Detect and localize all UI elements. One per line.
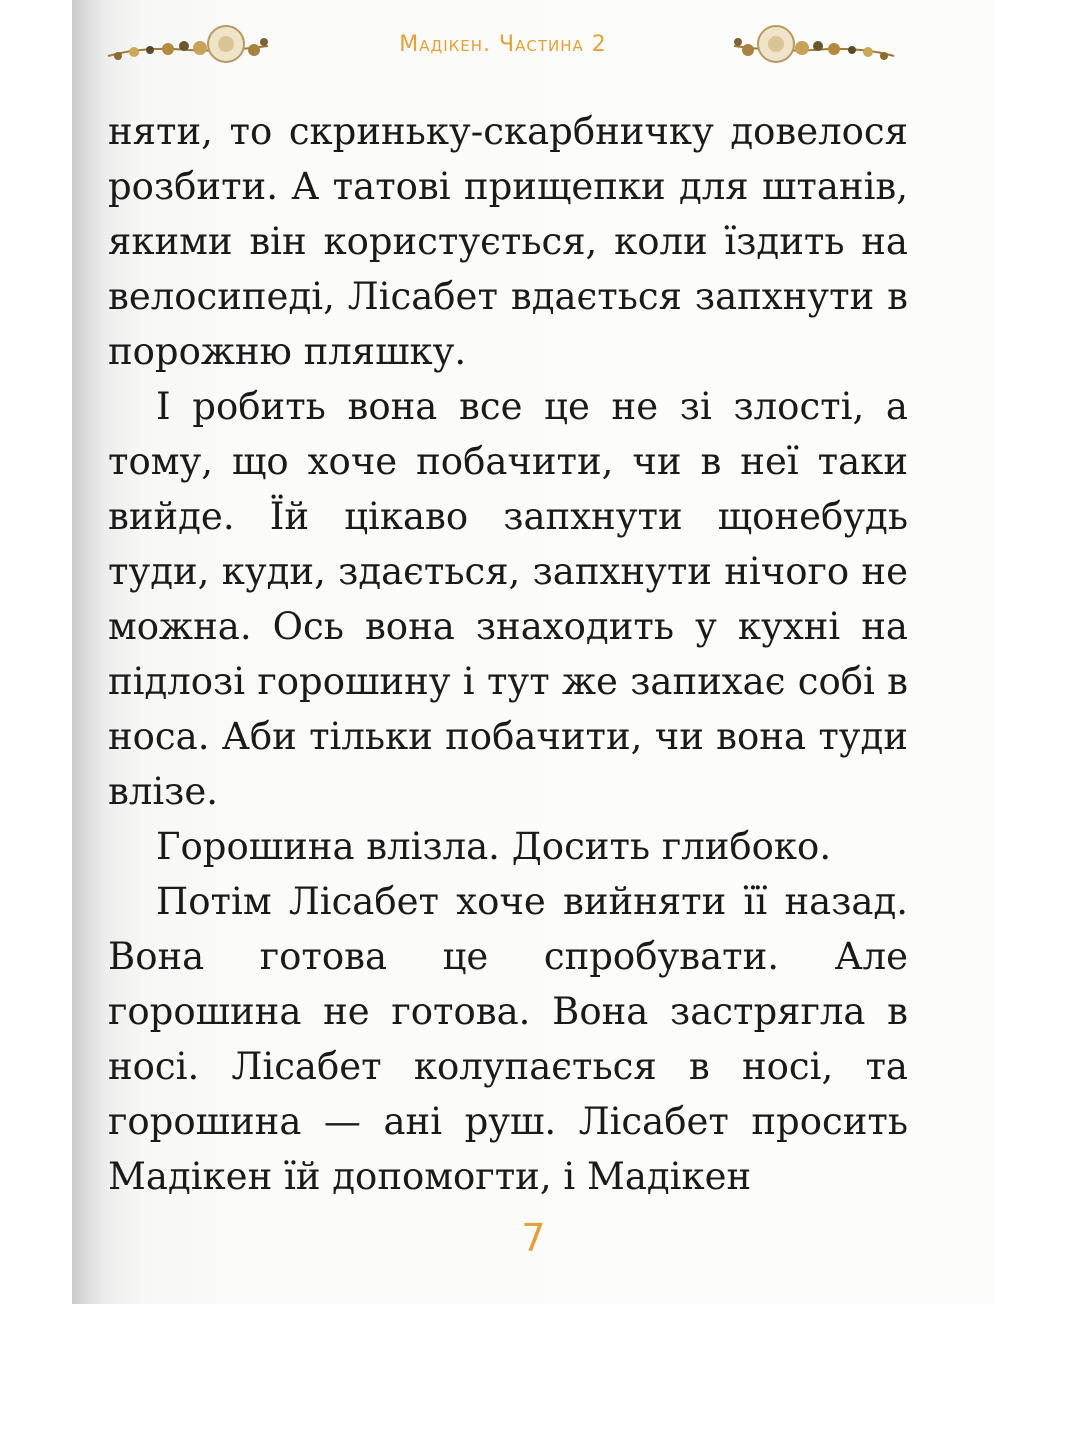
paragraph: Горошина влізла. Досить глибоко. <box>156 825 832 868</box>
running-head <box>72 12 995 72</box>
running-head-title: Мадікен. Частина 2 <box>399 32 607 57</box>
paragraph: Потім Лісабет хоче вийняти її назад. Вона готова це спробувати. Але горошина не готова. Вона застрягла в носі. Лісабет колупається в носі, та горошина — ані руш. Лісабет просить Мадікен їй допомогти, і Мадікен <box>108 880 908 1198</box>
page-number: 7 <box>521 1216 546 1260</box>
paragraph: І робить вона все це не зі злості, а тому, що хоче побачити, чи в неї таки вийде. Їй цікаво запхнути щонебудь туди, куди, здається, запхнути нічого не можна. Ось вона знаходить у кухні на підлозі горошину і тут же запихає собі в носа. Аби тільки побачити, чи вона туди влізе. <box>108 385 908 813</box>
paragraph: няти, то скриньку-скарбничку довелося розбити. А татові прищепки для штанів, якими він користується, коли їздить на велосипеді, Лісабет вдається запхнути в порожню пляшку. <box>108 110 908 373</box>
floral-ornament-icon <box>104 16 272 76</box>
floral-ornament-icon <box>730 16 898 76</box>
body-text <box>108 104 908 1204</box>
book-page <box>72 0 995 1304</box>
